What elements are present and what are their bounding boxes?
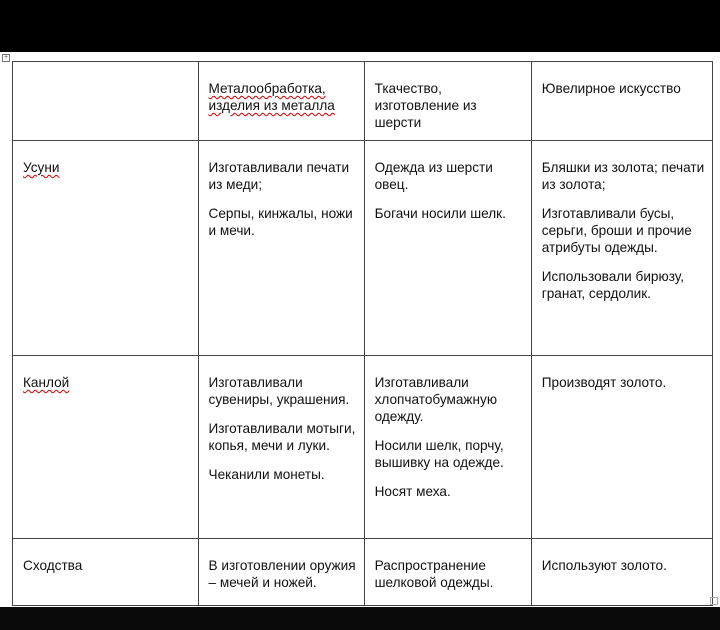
cell-kanloi-metalwork xyxy=(198,356,364,539)
cell-usuni-weaving xyxy=(364,141,531,356)
cell-paragraph: Изготавливали хлопчатобумажную одежду. xyxy=(374,375,498,424)
comparison-table xyxy=(12,61,713,606)
document-page xyxy=(0,52,720,607)
cell-similarities-weaving xyxy=(364,539,531,606)
row-label-usuni: Усуни xyxy=(23,160,60,175)
table-anchor-icon[interactable]: + xyxy=(3,54,9,61)
table-row-similarities xyxy=(13,539,713,606)
top-black-bar xyxy=(0,0,720,52)
cell-paragraph: Производят золото. xyxy=(541,375,667,390)
row-label-kanloi: Канлой xyxy=(23,375,70,390)
header-weaving-text: Ткачество, изготовление из шерсти xyxy=(374,81,477,130)
cell-usuni-metalwork xyxy=(198,141,364,356)
bottom-black-bar xyxy=(0,607,720,630)
table-row-usuni xyxy=(13,141,713,356)
cell-usuni-jewelry xyxy=(531,141,712,356)
cell-paragraph: Изготавливали мотыги, копья, мечи и луки. xyxy=(208,421,356,453)
cell-similarities-metalwork xyxy=(198,539,364,606)
row-label-cell xyxy=(13,539,199,606)
table-row-kanloi xyxy=(13,356,713,539)
cell-paragraph: Чеканили монеты. xyxy=(208,467,325,482)
cell-paragraph: Изготавливали бусы, серьги, броши и прочие атрибуты одежды. xyxy=(541,206,692,255)
cell-paragraph: Используют золото. xyxy=(541,558,667,573)
header-jewelry-text: Ювелирное искусство xyxy=(541,81,681,96)
cell-paragraph: Бляшки из золота; печати из золота; xyxy=(541,160,705,192)
cell-similarities-jewelry xyxy=(531,539,712,606)
header-cell-weaving xyxy=(364,62,531,141)
cell-paragraph: Носят меха. xyxy=(374,484,451,499)
cell-paragraph: Распространение шелковой одежды. xyxy=(374,558,494,590)
cell-paragraph: Изготавливали печати из меди; xyxy=(208,160,350,192)
header-cell-empty xyxy=(13,62,199,141)
cell-kanloi-weaving xyxy=(364,356,531,539)
cell-paragraph: Изготавливали сувениры, украшения. xyxy=(208,375,350,407)
header-row xyxy=(13,62,713,141)
cell-kanloi-jewelry xyxy=(531,356,712,539)
row-label-cell xyxy=(13,141,199,356)
cell-paragraph: Богачи носили шелк. xyxy=(374,206,506,221)
header-cell-metalwork xyxy=(198,62,364,141)
cell-paragraph: Серпы, кинжалы, ножи и мечи. xyxy=(208,206,353,238)
row-label-cell xyxy=(13,356,199,539)
row-label-similarities: Сходства xyxy=(23,558,83,573)
resize-handle-icon[interactable] xyxy=(710,597,718,605)
header-metalwork-text: Металообработка, изделия из металла xyxy=(208,81,335,113)
cell-paragraph: Использовали бирюзу, гранат, сердолик. xyxy=(541,269,684,301)
header-cell-jewelry xyxy=(531,62,712,141)
cell-paragraph: В изготовлении оружия – мечей и ножей. xyxy=(208,558,356,590)
cell-paragraph: Носили шелк, порчу, вышивку на одежде. xyxy=(374,438,504,470)
cell-paragraph: Одежда из шерсти овец. xyxy=(374,160,493,192)
